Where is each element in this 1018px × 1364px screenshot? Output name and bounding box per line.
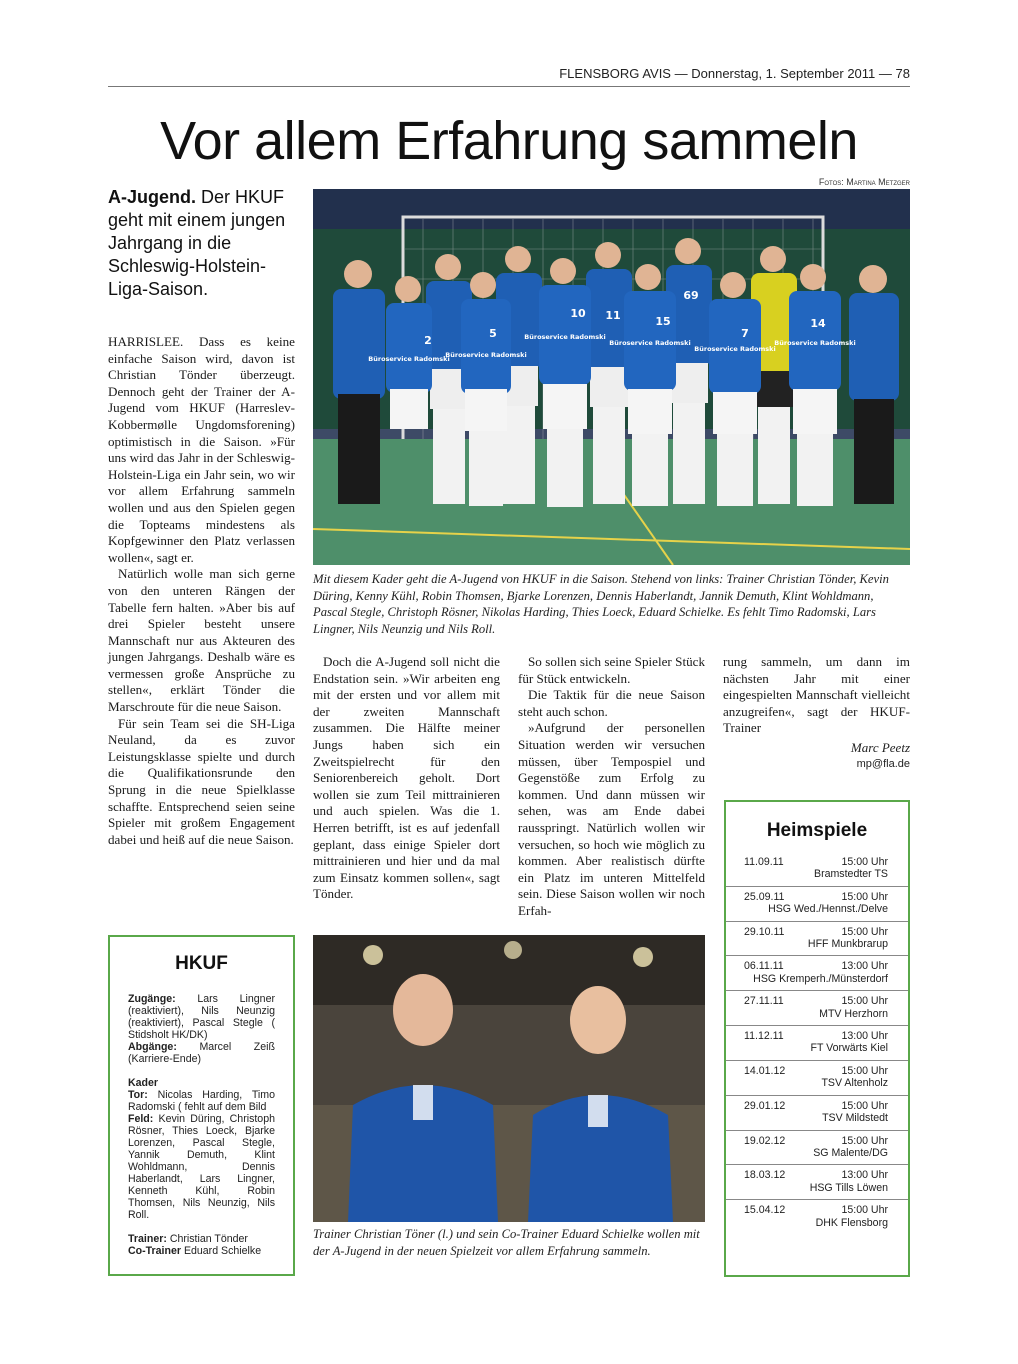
game-time: 13:00 Uhr	[841, 1030, 888, 1043]
game-date: 14.01.12	[744, 1064, 786, 1077]
jersey-number: 2	[424, 334, 432, 347]
author-email[interactable]: mp@fla.de	[856, 758, 910, 770]
game-date: 19.02.12	[744, 1134, 786, 1147]
zugaenge-text: Lars Lingner (reaktiviert), Nils Neunzig (reaktiviert), Pascal Stegle ( Stidsholt HK/DK)	[128, 993, 275, 1041]
coaches-photo	[313, 935, 705, 1222]
jersey-number: 14	[810, 317, 826, 330]
team-photo-illustration	[313, 189, 910, 565]
publication-date: Donnerstag, 1. September 2011	[691, 66, 876, 81]
body-column-1	[108, 334, 295, 848]
game-time: 15:00 Uhr	[841, 995, 888, 1008]
jersey-number: 10	[570, 307, 586, 320]
game-opponent: Bramstedter TS	[814, 868, 888, 881]
team-photo-caption: Mit diesem Kader geht die A-Jugend von HKUF in die Saison. Stehend von links: Trainer Christian Tönder, Kevin Düring, Kenny Kühl, Robin Thomsen, Bjarke Lorenzen, Dennis Haberlandt, Jannik Demuth, Klint Wohldmann, Pascal Stegle, Christoph Rösner, Nikolas Harding, Thies Loeck, Eduard Schielke. Es fehlt Timo Radomski, Lars Lingner, Nils Neunzig und Nils Roll.	[313, 572, 889, 636]
body-column-2	[313, 654, 500, 903]
coaches-photo-illustration	[313, 935, 705, 1222]
header-dash-2: —	[878, 66, 896, 81]
body-paragraph: So sollen sich seine Spieler Stück für Stück entwickeln.	[518, 654, 705, 686]
game-date: 25.09.11	[744, 890, 785, 903]
intro-kicker: A-Jugend.	[108, 187, 196, 207]
game-time: 13:00 Uhr	[841, 1169, 888, 1182]
body-paragraph: Die Taktik für die neue Saison steht auch schon.	[518, 687, 705, 719]
zugaenge-label: Zugänge:	[128, 993, 176, 1005]
article-intro	[108, 186, 298, 301]
game-date: 29.01.12	[744, 1099, 786, 1112]
coaches-photo-caption: Trainer Christian Töner (l.) und sein Co-Trainer Eduard Schielke wollen mit der A-Jugend in der neuen Spielzeit vor allem Erfahrung sammeln.	[313, 1227, 700, 1258]
game-time: 15:00 Uhr	[841, 1204, 888, 1217]
publication-name: FLENSBORG AVIS	[559, 66, 671, 81]
body-paragraph: HARRISLEE. Dass es keine einfache Saison wird, davon ist Christian Tönder überzeugt. Dennoch geht der Trainer der A-Jugend vom HKUF (Harreslev-Kobbermølle Ungdomsforening) optimistisch in die Saison. »Für uns wird das Jahr in der Schleswig-Holstein-Liga ein Jahr sein, wo wir vor allem Erfahrung sammeln wollen und aus den Spielen gegen die Topteams mindestens als Kopfgewinner den Platz verlassen wollen«, sagt er.	[108, 334, 295, 565]
page-header	[108, 66, 910, 81]
tor-label: Tor:	[128, 1089, 148, 1101]
header-dash-1: —	[674, 66, 692, 81]
team-photo	[313, 189, 910, 565]
abgaenge-text: Marcel Zeiß (Karriere-Ende)	[128, 1041, 275, 1065]
body-column-3	[518, 654, 705, 920]
game-opponent: FT Vorwärts Kiel	[810, 1042, 888, 1055]
jersey-number: 7	[741, 327, 749, 340]
cotrainer	[128, 1245, 275, 1257]
abgaenge-label: Abgänge:	[128, 1041, 177, 1053]
feld	[128, 1113, 275, 1221]
game-row	[726, 956, 908, 991]
body-paragraph: »Aufgrund der personellen Situation werden wir versuchen müssen, über Tempospiel und Gegenstöße zum Erfolg zu kommen. Und dann müssen wir sehen, was am Ende dabei rausspringt. Natürlich wollen wir versuchen, so hoch wie möglich zu kommen. Aber realistisch dürfte ein Platz im unteren Mittelfeld sein. Diese Saison wollen wir noch Erfah-	[518, 720, 705, 918]
game-opponent: MTV Herzhorn	[819, 1007, 888, 1020]
jersey-number: 69	[683, 289, 699, 302]
game-row	[726, 1026, 908, 1061]
jersey-number: 5	[489, 327, 497, 340]
trainer-text: Christian Tönder	[169, 1233, 248, 1245]
game-row	[726, 1200, 908, 1234]
game-row	[726, 922, 908, 957]
sponsor-text: Büroservice Radomski	[774, 339, 856, 347]
abgaenge	[128, 1041, 275, 1065]
body-paragraph: Für sein Team sei die SH-Liga Neuland, da es zuvor Leistungsklasse spielte und durch die Qualifikationsrunde den Sprung in die neue Spielklasse schaffte. Entsprechend seien seine Spieler mit großem Engagement dabei und heiß auf die neue Saison.	[108, 715, 295, 847]
tor-text: Nicolas Harding, Timo Radomski ( fehlt auf dem Bild	[128, 1089, 275, 1113]
game-date: 06.11.11	[744, 960, 784, 973]
game-date: 15.04.12	[744, 1204, 786, 1217]
game-opponent: TSV Altenholz	[821, 1077, 888, 1090]
game-time: 15:00 Uhr	[841, 925, 888, 938]
game-date: 11.12.11	[744, 1030, 784, 1043]
game-time: 15:00 Uhr	[841, 856, 888, 868]
jersey-number: 15	[655, 315, 671, 328]
game-opponent: HSG Wed./Hennst./Delve	[768, 903, 888, 916]
game-row	[726, 852, 908, 887]
zugaenge	[128, 993, 275, 1041]
article-headline: Vor allem Erfahrung sammeln	[160, 111, 858, 171]
hkuf-info-box	[108, 935, 295, 1276]
hkuf-box-body	[110, 993, 293, 1257]
game-row	[726, 1131, 908, 1166]
trainer	[128, 1233, 275, 1245]
game-time: 15:00 Uhr	[841, 890, 888, 903]
body-paragraph: rung sammeln, um dann im nächsten Jahr mit einer eingespielten Mannschaft vielleicht anzugreifen«, sagt der HKUF-Trainer	[723, 654, 910, 736]
heimspiele-list	[726, 852, 908, 1234]
game-row	[726, 1061, 908, 1096]
game-date: 18.03.12	[744, 1169, 786, 1182]
game-time: 13:00 Uhr	[841, 960, 888, 973]
game-date: 29.10.11	[744, 925, 785, 938]
author-name: Marc Peetz	[850, 740, 910, 755]
game-opponent: HSG Kremperh./Münsterdorf	[753, 972, 888, 985]
sponsor-text: Büroservice Radomski	[609, 339, 691, 347]
game-time: 15:00 Uhr	[841, 1099, 888, 1112]
heimspiele-box	[724, 800, 910, 1277]
cotrainer-text: Eduard Schielke	[183, 1245, 262, 1257]
kader-label: Kader	[128, 1077, 159, 1089]
kader-heading	[128, 1077, 275, 1089]
photo-credit: Fotos: Martina Metzger	[818, 177, 910, 187]
game-date: 27.11.11	[744, 995, 784, 1008]
header-rule	[108, 86, 910, 87]
game-opponent: HFF Munkbrarup	[807, 938, 888, 951]
body-column-4	[723, 654, 910, 737]
body-paragraph: Natürlich wolle man sich gerne von den unteren Rängen der Tabelle fern halten. »Aber bis auf drei Spieler besteht unsere Mannschaft nur aus Akteuren des jungen Jahrgangs. Deshalb wäre es vermessen große Ansprüche zu stellen«, erklärt Tönder die Marschroute für die neue Saison.	[108, 566, 295, 715]
tor	[128, 1089, 275, 1113]
page-number: 78	[895, 66, 910, 81]
trainer-label: Trainer:	[128, 1233, 167, 1245]
game-date: 11.09.11	[744, 856, 784, 868]
game-opponent: HSG Tills Löwen	[809, 1181, 888, 1194]
sponsor-text: Büroservice Radomski	[445, 351, 527, 359]
heimspiele-title: Heimspiele	[766, 820, 868, 841]
cotrainer-label: Co-Trainer	[128, 1245, 181, 1257]
game-opponent: DHK Flensborg	[815, 1216, 888, 1229]
intro-text: Der HKUF geht mit einem jungen Jahrgang in die Schleswig-Holstein-Liga-Saison.	[108, 187, 286, 299]
sponsor-text: Büroservice Radomski	[524, 333, 606, 341]
jersey-number: 11	[605, 309, 621, 322]
game-time: 15:00 Uhr	[841, 1134, 888, 1147]
feld-label: Feld:	[128, 1113, 154, 1125]
game-row	[726, 887, 908, 922]
sponsor-text: Büroservice Radomski	[694, 345, 776, 353]
game-row	[726, 991, 908, 1026]
sponsor-text: Büroservice Radomski	[368, 355, 450, 363]
game-row	[726, 1096, 908, 1131]
game-time: 15:00 Uhr	[841, 1064, 888, 1077]
feld-text: Kevin Düring, Christoph Rösner, Thies Loeck, Bjarke Lorenzen, Pascal Stegle, Yannik Demuth, Klint Wohldmann, Dennis Haberlandt, Lars Lingner, Kenneth Kühl, Robin Thomsen, Nils Neunzig, Nils Roll.	[128, 1113, 275, 1221]
game-row	[726, 1165, 908, 1200]
game-opponent: SG Malente/DG	[813, 1146, 888, 1159]
game-opponent: TSV Mildstedt	[822, 1112, 888, 1125]
body-paragraph: Doch die A-Jugend soll nicht die Endstation sein. »Wir arbeiten eng mit der ersten und vor allem mit der zweiten Mannschaft zusammen. Die Hälfte meiner Jungs haben sich ein Zweitspielrecht für den Seniorenbereich geholt. Dort wollen sie zum Teil mittrainieren und auch spielen. Was die 1. Herren betrifft, ist es auf jedenfall geplant, dass einige Spieler dort mittrainieren und hier und da mal zum Einsatz kommen sollen«, sagt Tönder.	[313, 654, 500, 902]
hkuf-box-title: HKUF	[175, 953, 228, 974]
